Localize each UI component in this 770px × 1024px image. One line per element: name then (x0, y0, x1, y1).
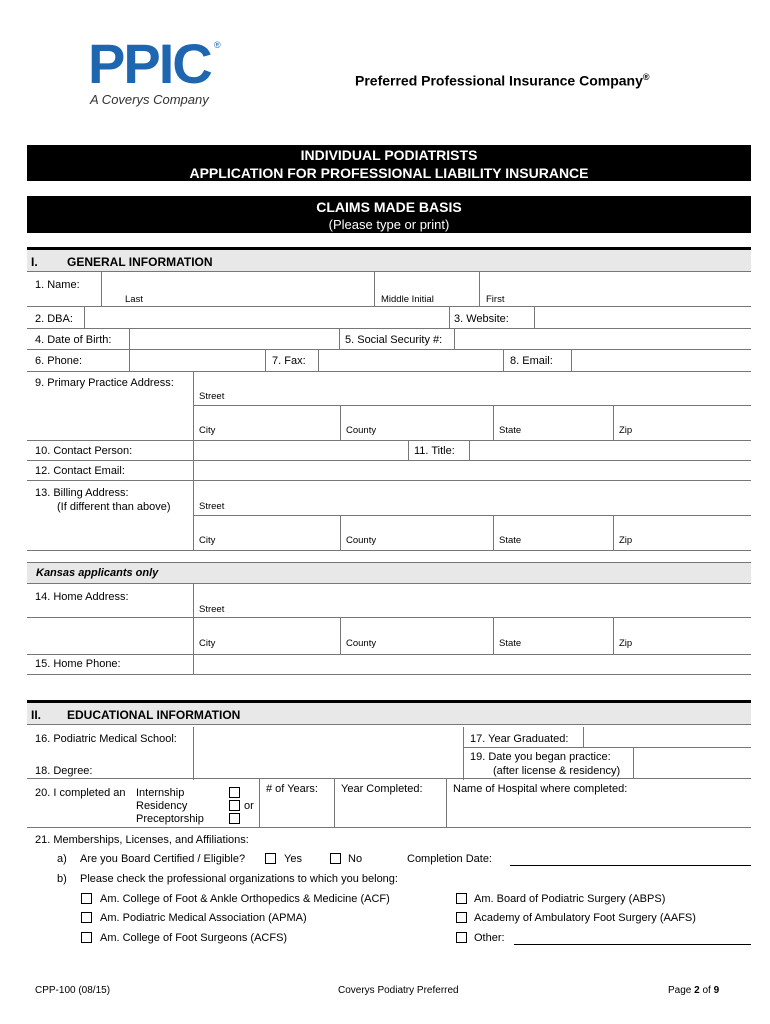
fax-label: 7. Fax: (272, 355, 306, 367)
phone-label: 6. Phone: (35, 355, 83, 367)
org-apma-label: Am. Podiatric Medical Association (APMA) (100, 912, 307, 924)
page-of: of (702, 985, 711, 996)
dba-label: 2. DBA: (35, 313, 73, 325)
date-began-practice-note: (after license & residency) (493, 765, 621, 777)
section-1-number: I. (31, 255, 38, 269)
company-name-text: Preferred Professional Insurance Company (355, 72, 643, 89)
date-of-birth-field[interactable] (130, 329, 339, 349)
divider (571, 350, 572, 371)
billing-street-field[interactable] (194, 481, 751, 515)
residency-label: Residency (136, 800, 188, 812)
name-label: 1. Name: (35, 279, 80, 291)
primary-zip-field[interactable] (614, 406, 751, 439)
basis-line-2: (Please type or print) (328, 217, 450, 232)
divider (534, 307, 535, 328)
home-phone-field[interactable] (194, 655, 751, 674)
divider (27, 827, 751, 828)
divider (27, 550, 751, 551)
divider (84, 307, 85, 328)
logo-wordmark: PPIC (88, 32, 211, 95)
home-address-label: 14. Home Address: (35, 591, 129, 603)
item-b-letter: b) (57, 873, 67, 885)
divider (340, 515, 341, 550)
last-caption: Last (125, 294, 143, 305)
degree-label: 18. Degree: (35, 765, 93, 777)
podiatric-school-field[interactable] (194, 727, 463, 747)
divider (374, 272, 375, 306)
basis-line-1: CLAIMS MADE BASIS (316, 199, 462, 215)
apma-checkbox[interactable] (81, 912, 92, 923)
first-name-field[interactable] (480, 272, 751, 306)
company-logo (88, 32, 228, 108)
board-no-checkbox[interactable] (330, 853, 341, 864)
home-phone-label: 15. Home Phone: (35, 658, 121, 670)
contact-email-label: 12. Contact Email: (35, 465, 125, 477)
contact-email-field[interactable] (194, 461, 751, 480)
year-graduated-label: 17. Year Graduated: (470, 733, 569, 745)
street-caption: Street (199, 501, 225, 512)
years-label: # of Years: (266, 783, 318, 795)
home-zip-field[interactable] (614, 618, 751, 653)
divider (339, 329, 340, 349)
title-line-1: INDIVIDUAL PODIATRISTS (300, 147, 478, 163)
divider (503, 350, 504, 371)
state-caption: State (499, 638, 522, 649)
divider (583, 727, 584, 747)
org-aafs-label: Academy of Ambulatory Foot Surgery (AAFS) (474, 912, 696, 924)
first-caption: First (486, 294, 505, 305)
divider (613, 405, 614, 440)
completion-date-label: Completion Date: (407, 853, 492, 865)
email-label: 8. Email: (510, 355, 553, 367)
board-yes-checkbox[interactable] (265, 853, 276, 864)
kansas-band (27, 562, 751, 584)
section-1-title: GENERAL INFORMATION (67, 255, 213, 269)
divider (193, 655, 194, 674)
acfs-checkbox[interactable] (81, 932, 92, 943)
kansas-only-label: Kansas applicants only (36, 567, 159, 579)
divider (493, 405, 494, 440)
zip-caption: Zip (619, 638, 633, 649)
org-acfs-label: Am. College of Foot Surgeons (ACFS) (100, 932, 288, 944)
company-name (355, 72, 650, 89)
org-abps-label: Am. Board of Podiatric Surgery (ABPS) (474, 893, 666, 905)
internship-checkbox[interactable] (229, 787, 240, 798)
divider (193, 461, 194, 480)
divider (613, 515, 614, 550)
completion-date-field[interactable] (510, 865, 751, 866)
primary-street-field[interactable] (194, 372, 751, 405)
home-street-field[interactable] (194, 584, 751, 617)
page-total: 9 (713, 985, 720, 996)
ssn-field[interactable] (455, 329, 751, 349)
zip-caption: Zip (619, 535, 633, 546)
county-caption: County (346, 535, 377, 546)
fax-field[interactable] (319, 350, 503, 371)
aafs-checkbox[interactable] (456, 912, 467, 923)
or-label: or (244, 800, 254, 812)
memberships-label: 21. Memberships, Licenses, and Affiliations: (35, 834, 249, 846)
board-certified-label: Are you Board Certified / Eligible? (80, 853, 246, 865)
residency-checkbox[interactable] (229, 800, 240, 811)
street-caption: Street (199, 604, 225, 615)
year-completed-label: Year Completed: (341, 783, 423, 795)
date-began-practice-field[interactable] (634, 748, 751, 778)
board-no-label: No (348, 853, 363, 865)
dba-field[interactable] (84, 307, 449, 328)
page-number: 2 (694, 985, 700, 996)
billing-city-field[interactable] (194, 516, 339, 549)
org-acf-label: Am. College of Foot & Ankle Orthopedics & Medicine (ACF) (100, 893, 390, 905)
other-field[interactable] (514, 944, 751, 945)
divider (449, 307, 450, 328)
state-caption: State (499, 425, 522, 436)
acf-checkbox[interactable] (81, 893, 92, 904)
divider (265, 350, 266, 371)
divider (318, 350, 319, 371)
title-field[interactable] (470, 441, 751, 460)
email-field[interactable] (572, 350, 751, 371)
ssn-label: 5. Social Security #: (345, 334, 443, 346)
divider (613, 617, 614, 654)
title-label: 11. Title: (414, 445, 455, 457)
page-label: Page (668, 985, 692, 996)
divider (479, 272, 480, 306)
divider (493, 515, 494, 550)
divider (493, 617, 494, 654)
hospital-field[interactable] (447, 779, 751, 826)
divider (101, 272, 102, 306)
billing-address-note: (If different than above) (57, 501, 171, 513)
divider (340, 405, 341, 440)
phone-field[interactable] (130, 350, 265, 371)
contact-person-field[interactable] (194, 441, 408, 460)
preceptorship-label: Preceptorship (136, 813, 204, 825)
county-caption: County (346, 425, 377, 436)
county-caption: County (346, 638, 377, 649)
logo-tagline: A Coverys Company (90, 92, 209, 107)
primary-city-field[interactable] (194, 406, 339, 439)
footer-center-text: Coverys Podiatry Preferred (338, 985, 459, 996)
primary-practice-address-label: 9. Primary Practice Address: (35, 377, 174, 389)
title-banner (27, 145, 751, 181)
internship-label: Internship (136, 787, 185, 799)
section-2-title: EDUCATIONAL INFORMATION (67, 708, 241, 722)
form-id: CPP-100 (08/15) (35, 985, 111, 996)
item-a-letter: a) (57, 853, 67, 865)
contact-person-label: 10. Contact Person: (35, 445, 133, 457)
website-field[interactable] (535, 307, 751, 328)
divider (193, 441, 194, 460)
date-of-birth-label: 4. Date of Birth: (35, 334, 112, 346)
podiatric-school-label: 16. Podiatric Medical School: (35, 733, 177, 745)
divider (469, 441, 470, 460)
city-caption: City (199, 425, 216, 436)
divider (340, 617, 341, 654)
street-caption: Street (199, 391, 225, 402)
date-began-practice-label: 19. Date you began practice: (470, 751, 611, 763)
hospital-label: Name of Hospital where completed: (453, 783, 628, 795)
degree-field[interactable] (194, 748, 463, 780)
city-caption: City (199, 638, 216, 649)
divider (463, 727, 464, 780)
abps-checkbox[interactable] (456, 893, 467, 904)
divider (633, 748, 634, 778)
section-2-number: II. (31, 708, 42, 722)
logo-registered-mark: ® (214, 40, 221, 50)
divider (129, 350, 130, 371)
city-caption: City (199, 535, 216, 546)
zip-caption: Zip (619, 425, 633, 436)
divider (27, 674, 751, 675)
org-other-label: Other: (474, 932, 505, 944)
page-indicator (668, 986, 719, 996)
title-line-2: APPLICATION FOR PROFESSIONAL LIABILITY INSURANCE (189, 165, 589, 181)
basis-banner (27, 196, 751, 233)
company-registered-mark: ® (642, 72, 650, 82)
organizations-prompt: Please check the professional organizations to which you belong: (80, 873, 398, 885)
state-caption: State (499, 535, 522, 546)
billing-zip-field[interactable] (614, 516, 751, 549)
middle-initial-caption: Middle Initial (381, 294, 434, 305)
year-graduated-field[interactable] (584, 727, 751, 747)
divider (454, 329, 455, 349)
years-field[interactable] (260, 779, 333, 826)
preceptorship-checkbox[interactable] (229, 813, 240, 824)
divider (129, 329, 130, 349)
section-2-header (27, 700, 751, 725)
completed-label: 20. I completed an (35, 787, 126, 799)
billing-address-label: 13. Billing Address: (35, 487, 129, 499)
other-checkbox[interactable] (456, 932, 467, 943)
divider (408, 441, 409, 460)
website-label: 3. Website: (454, 313, 509, 325)
home-city-field[interactable] (194, 618, 339, 653)
year-completed-field[interactable] (335, 779, 446, 826)
section-1-header (27, 247, 751, 272)
board-yes-label: Yes (284, 853, 302, 865)
